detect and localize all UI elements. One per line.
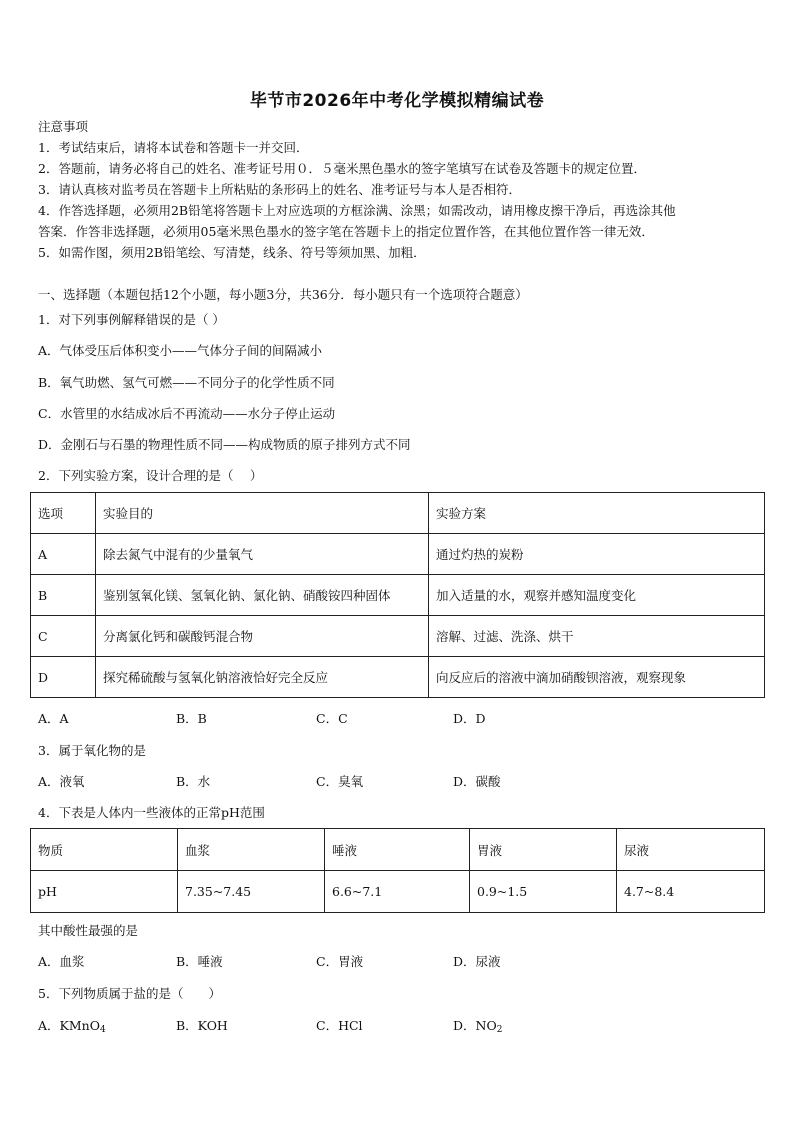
- question-1-option-d: D．金刚石与石墨的物理性质不同——构成物质的原子排列方式不同: [38, 437, 411, 452]
- notice-item: 3．请认真核对监考员在答题卡上所粘贴的条形码上的姓名、准考证号与本人是否相符．: [38, 182, 521, 197]
- table-cell: 7.35~7.45: [178, 871, 325, 913]
- table-row: [31, 534, 765, 575]
- question-1-stem: 1．对下列事例解释错误的是（ ）: [38, 312, 225, 327]
- table-cell: B: [31, 575, 96, 616]
- table-row: [31, 871, 765, 913]
- table-header-row: [31, 829, 765, 871]
- option-c: C．臭氧: [316, 774, 364, 789]
- option-c-text: C．HCl: [316, 1018, 363, 1033]
- option-d: [453, 1017, 502, 1039]
- table-header-cell: 胃液: [470, 829, 617, 871]
- table-cell: 溶解、过滤、洗涤、烘干: [429, 616, 765, 657]
- notice-heading: 注意事项: [38, 119, 89, 134]
- subscript: 4: [99, 1025, 106, 1035]
- table-header-cell: 血浆: [178, 829, 325, 871]
- option-a-text: A．KMnO: [38, 1018, 100, 1033]
- table-cell: 0.9~1.5: [470, 871, 617, 913]
- option-a: A．液氧: [38, 774, 85, 789]
- table-cell: 通过灼热的炭粉: [429, 534, 765, 575]
- table-cell: 6.6~7.1: [325, 871, 470, 913]
- option-c: [316, 1017, 363, 1035]
- question-3-stem: 3．属于氧化物的是: [38, 743, 146, 758]
- page-title: 毕节市2026年中考化学模拟精编试卷: [249, 91, 545, 111]
- option-a: A．血浆: [38, 954, 85, 969]
- table-row: [31, 575, 765, 616]
- table-cell: 鉴别氢氧化镁、氢氧化钠、氯化钠、硝酸铵四种固体: [96, 575, 429, 616]
- question-1-option-c: C．水管里的水结成冰后不再流动——水分子停止运动: [38, 406, 336, 421]
- question-2-table: [30, 492, 765, 698]
- question-4-table: [30, 828, 765, 913]
- table-header-cell: 尿液: [617, 829, 765, 871]
- question-1-option-a: A．气体受压后体积变小——气体分子间的间隔减小: [38, 343, 323, 358]
- notice-item: 2．答题前，请务必将自己的姓名、准考证号用０．５毫米黑色墨水的签字笔填写在试卷及答题卡的规定位置．: [38, 161, 646, 176]
- question-3-options: [38, 773, 758, 791]
- question-5-options: [38, 1017, 758, 1035]
- question-1-option-b: B．氧气助燃、氢气可燃——不同分子的化学性质不同: [38, 375, 335, 390]
- table-header-cell: 实验方案: [429, 493, 765, 534]
- option-c: C．C: [316, 711, 348, 726]
- option-b: [176, 1017, 228, 1035]
- option-a: [38, 1017, 106, 1039]
- table-header-cell: 物质: [31, 829, 178, 871]
- option-b-text: B．KOH: [176, 1018, 228, 1033]
- table-cell: 探究稀硫酸与氢氧化钠溶液恰好完全反应: [96, 657, 429, 698]
- table-cell: 4.7~8.4: [617, 871, 765, 913]
- table-cell: C: [31, 616, 96, 657]
- question-4-stem: 4．下表是人体内一些液体的正常pH范围: [38, 805, 265, 820]
- question-4-options: [38, 953, 758, 971]
- option-d-text: D．NO: [453, 1018, 497, 1033]
- question-2-stem: 2．下列实验方案，设计合理的是（ ）: [38, 468, 263, 483]
- notice-item: 4．作答选择题，必须用2B铅笔将答题卡上对应选项的方框涂满、涂黑；如需改动，请用橡皮擦干净后，再选涂其他: [38, 203, 676, 218]
- notice-item: 5．如需作图，须用2B铅笔绘、写清楚，线条、符号等须加黑、加粗．: [38, 245, 426, 260]
- table-header-cell: 选项: [31, 493, 96, 534]
- table-cell: D: [31, 657, 96, 698]
- question-2-options: [38, 710, 758, 728]
- option-a: A．A: [38, 711, 69, 726]
- question-5-stem: 5．下列物质属于盐的是（ ）: [38, 986, 221, 1001]
- table-cell: 除去氮气中混有的少量氧气: [96, 534, 429, 575]
- table-cell: 加入适量的水，观察并感知温度变化: [429, 575, 765, 616]
- table-cell: 分离氯化钙和碳酸钙混合物: [96, 616, 429, 657]
- option-d: D．碳酸: [453, 774, 501, 789]
- table-cell: 向反应后的溶液中滴加硝酸钡溶液，观察现象: [429, 657, 765, 698]
- option-d: D．尿液: [453, 954, 501, 969]
- table-header-row: [31, 493, 765, 534]
- table-row: [31, 616, 765, 657]
- notice-item: 答案．作答非选择题，必须用05毫米黑色墨水的签字笔在答题卡上的指定位置作答，在其他位置作答一律无效．: [38, 224, 654, 239]
- option-b: B．水: [176, 774, 211, 789]
- option-b: B．唾液: [176, 954, 223, 969]
- option-b: B．B: [176, 711, 207, 726]
- option-c: C．胃液: [316, 954, 364, 969]
- notice-item: 1．考试结束后，请将本试卷和答题卡一并交回．: [38, 140, 309, 155]
- option-d: D．D: [453, 711, 486, 726]
- subscript: 2: [496, 1025, 503, 1035]
- table-cell: A: [31, 534, 96, 575]
- table-cell: pH: [31, 871, 178, 913]
- section-heading: 一、选择题（本题包括12个小题，每小题3分，共36分．每小题只有一个选项符合题意）: [38, 287, 528, 302]
- table-header-cell: 唾液: [325, 829, 470, 871]
- question-4-followup: 其中酸性最强的是: [38, 923, 139, 938]
- table-row: [31, 657, 765, 698]
- table-header-cell: 实验目的: [96, 493, 429, 534]
